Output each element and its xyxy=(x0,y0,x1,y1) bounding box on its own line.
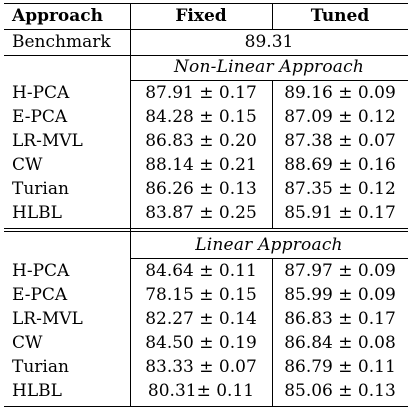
method-name: HLBL xyxy=(12,203,62,223)
tuned-value: 87.35 ± 0.12 xyxy=(284,179,396,199)
nonlinear-title: Non-Linear Approach xyxy=(173,57,364,77)
method-name: LR-MVL xyxy=(12,309,83,329)
tuned-value: 88.69 ± 0.16 xyxy=(284,155,396,175)
benchmark-label: Benchmark xyxy=(12,32,111,52)
table-row xyxy=(4,129,408,153)
table-row xyxy=(4,177,408,201)
table-row xyxy=(4,379,408,403)
benchmark-row xyxy=(4,30,408,54)
table-row xyxy=(4,105,408,129)
fixed-value: 78.15 ± 0.15 xyxy=(145,285,257,305)
method-name: HLBL xyxy=(12,381,62,401)
method-name: LR-MVL xyxy=(12,131,83,151)
tuned-value: 87.09 ± 0.12 xyxy=(284,107,396,127)
header-tuned: Tuned xyxy=(310,6,370,26)
fixed-value: 83.87 ± 0.25 xyxy=(145,203,257,223)
section-double-rule-bottom xyxy=(4,231,408,232)
table-row xyxy=(4,201,408,225)
tuned-value: 85.99 ± 0.09 xyxy=(284,285,396,305)
header-row xyxy=(4,4,408,28)
fixed-value: 80.31± 0.11 xyxy=(147,381,255,401)
tuned-value: 85.91 ± 0.17 xyxy=(284,203,396,223)
section-double-rule-top xyxy=(4,228,408,229)
method-name: E-PCA xyxy=(12,285,68,305)
fixed-value: 86.26 ± 0.13 xyxy=(145,179,257,199)
fixed-value: 88.14 ± 0.21 xyxy=(145,155,257,175)
method-name: H-PCA xyxy=(12,83,70,103)
tuned-value: 87.97 ± 0.09 xyxy=(284,261,396,281)
method-name: E-PCA xyxy=(12,107,68,127)
nonlinear-title-row xyxy=(4,55,408,79)
fixed-value: 86.83 ± 0.20 xyxy=(145,131,257,151)
method-name: Turian xyxy=(12,179,69,199)
column-separator-left xyxy=(130,4,131,406)
fixed-value: 87.91 ± 0.17 xyxy=(145,83,257,103)
tuned-value: 87.38 ± 0.07 xyxy=(284,131,396,151)
header-fixed: Fixed xyxy=(175,6,227,26)
column-separator-nonlinear xyxy=(272,81,273,228)
benchmark-value: 89.31 xyxy=(244,32,294,52)
tuned-value: 86.84 ± 0.08 xyxy=(284,333,396,353)
method-name: CW xyxy=(12,155,43,175)
tuned-value: 85.06 ± 0.13 xyxy=(284,381,396,401)
table-row xyxy=(4,283,408,307)
method-name: Turian xyxy=(12,357,69,377)
linear-title: Linear Approach xyxy=(195,235,343,255)
bottom-rule xyxy=(4,406,408,407)
fixed-value: 84.64 ± 0.11 xyxy=(145,261,257,281)
tuned-value: 89.16 ± 0.09 xyxy=(284,83,396,103)
column-separator-linear xyxy=(272,259,273,406)
column-separator-header xyxy=(272,4,273,29)
tuned-value: 86.83 ± 0.17 xyxy=(284,309,396,329)
table-row xyxy=(4,331,408,355)
table-row xyxy=(4,355,408,379)
method-name: CW xyxy=(12,333,43,353)
fixed-value: 84.28 ± 0.15 xyxy=(145,107,257,127)
method-name: H-PCA xyxy=(12,261,70,281)
table-row xyxy=(4,81,408,105)
linear-title-row xyxy=(4,233,408,257)
fixed-value: 84.50 ± 0.19 xyxy=(145,333,257,353)
tuned-value: 86.79 ± 0.11 xyxy=(284,357,396,377)
table-row xyxy=(4,307,408,331)
fixed-value: 83.33 ± 0.07 xyxy=(145,357,257,377)
header-approach: Approach xyxy=(12,6,103,26)
fixed-value: 82.27 ± 0.14 xyxy=(145,309,257,329)
table-row xyxy=(4,259,408,283)
table-row xyxy=(4,153,408,177)
